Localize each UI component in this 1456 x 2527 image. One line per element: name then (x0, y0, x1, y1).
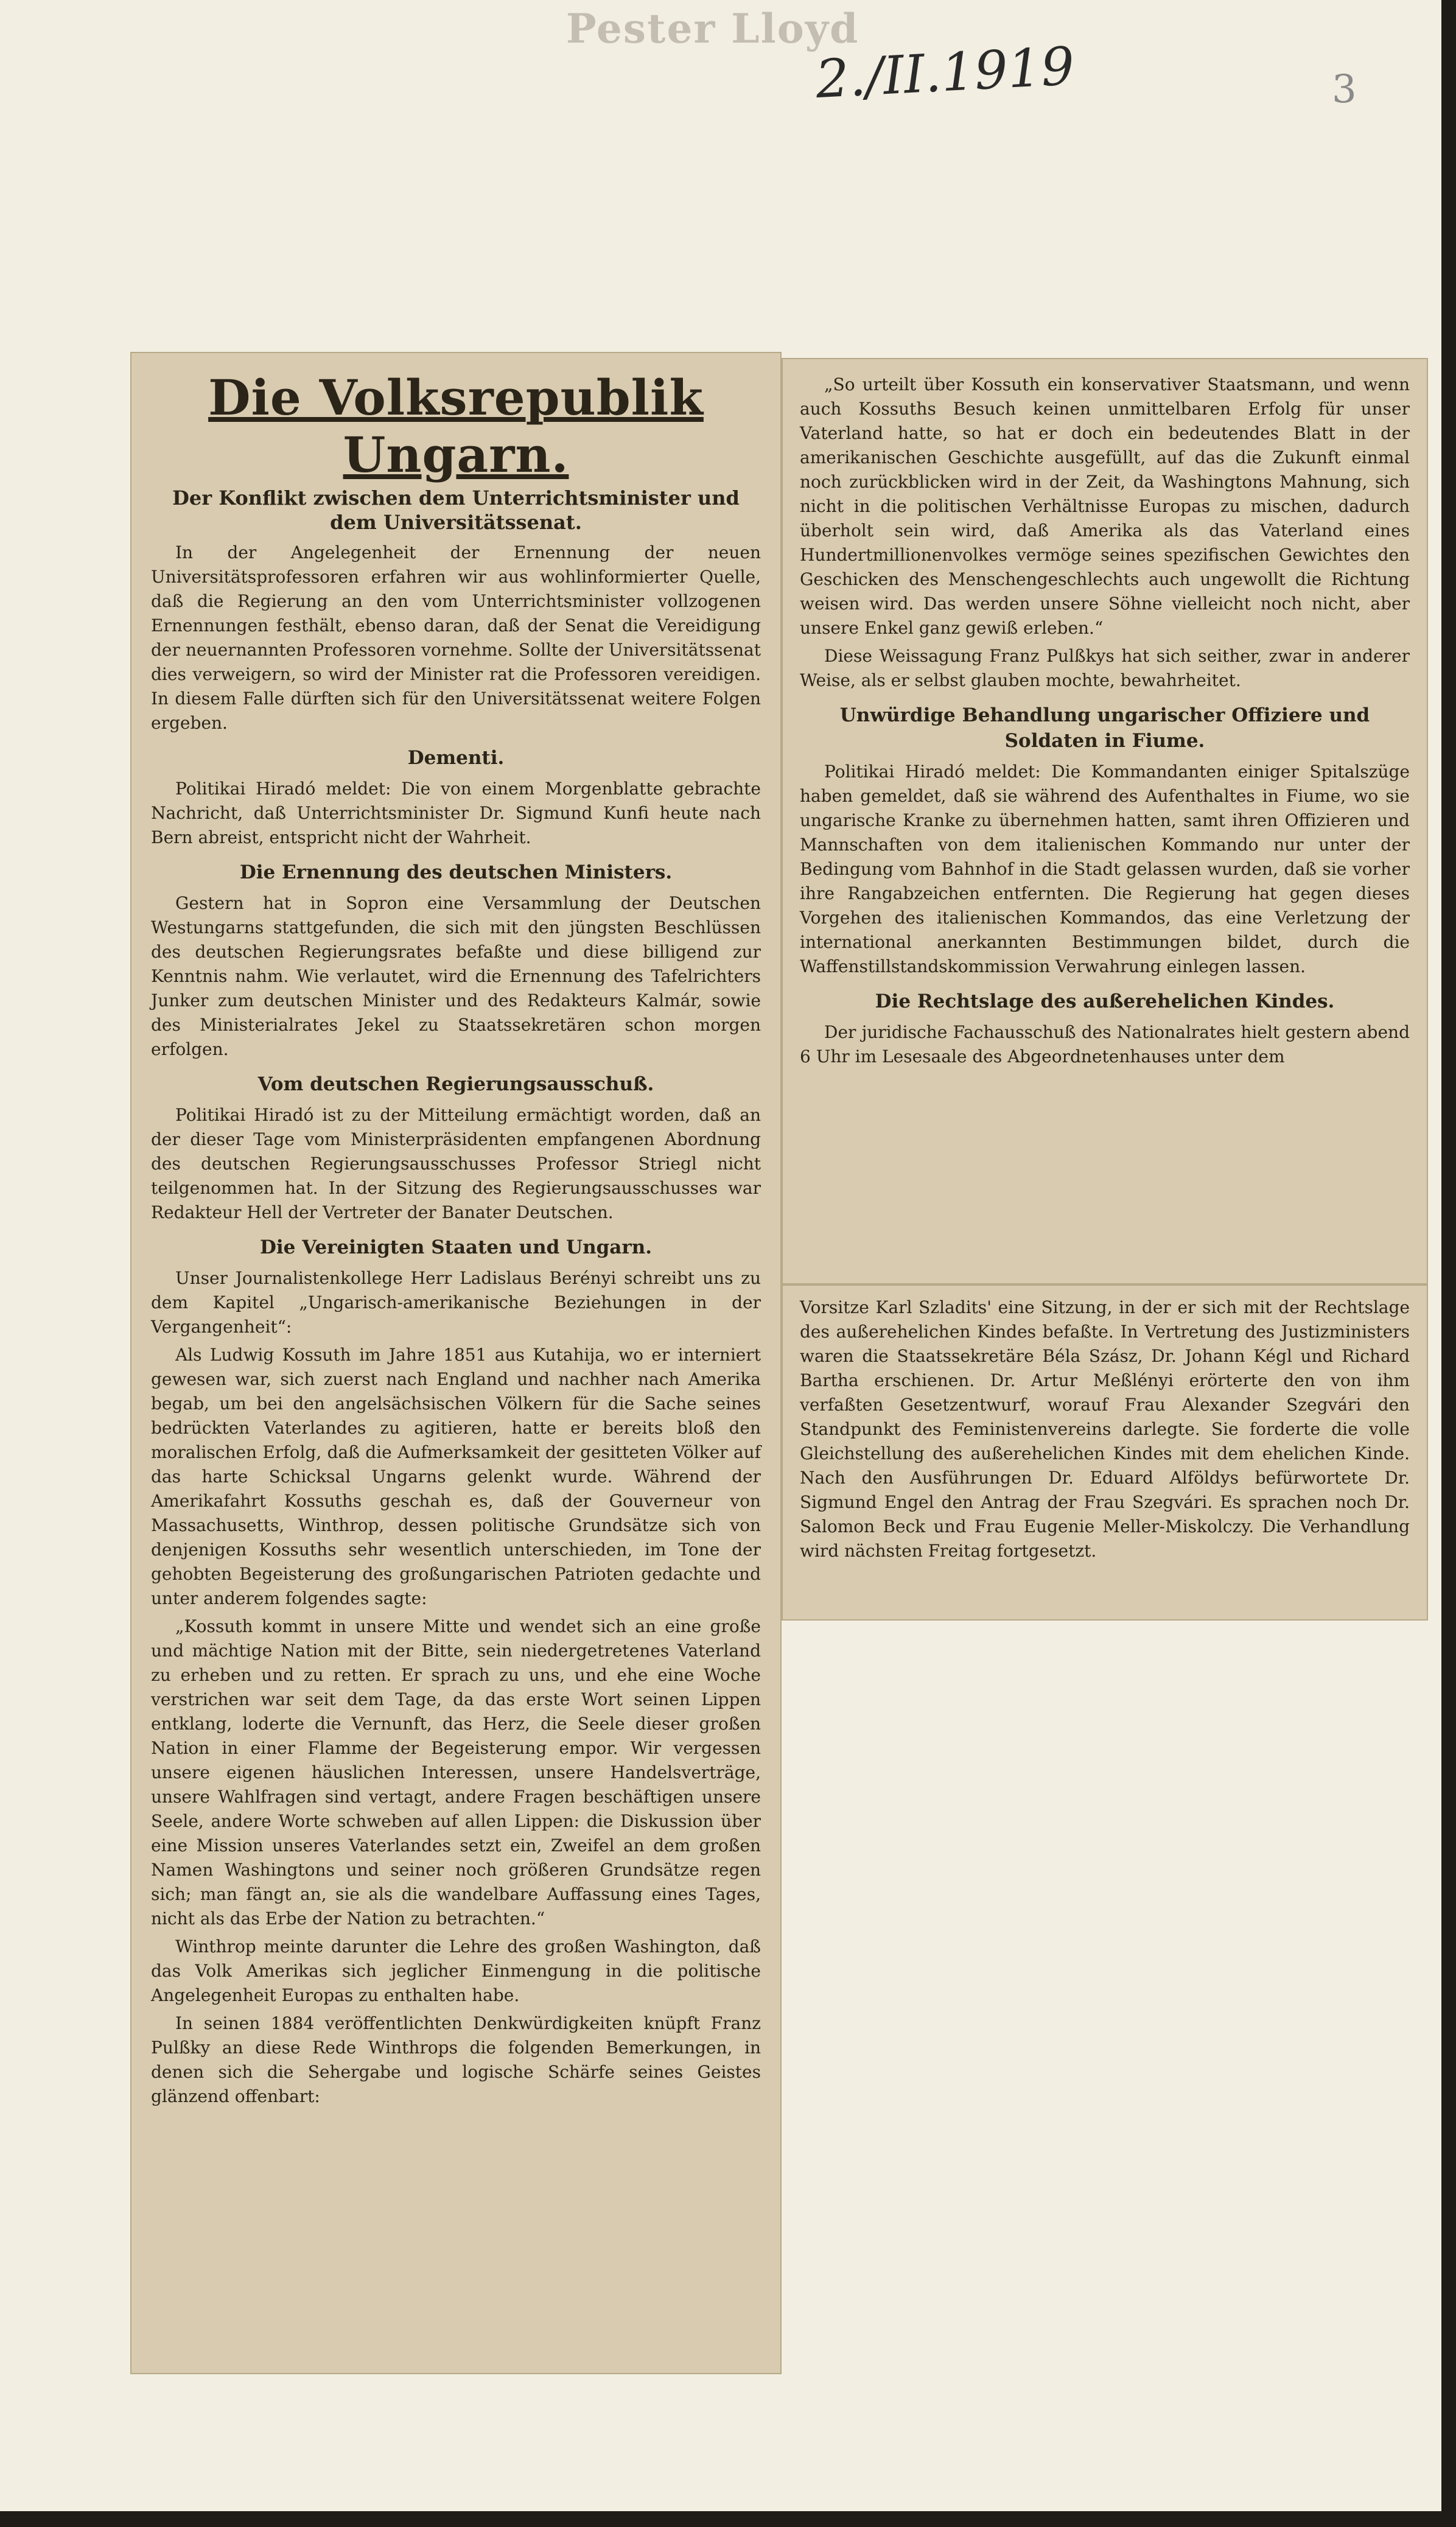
handwritten-date: 2./II.1919 (814, 35, 1076, 111)
paragraph: Vorsitze Karl Szladits' eine Sitzung, in der er sich mit der Rechtslage des außerehelichen Kindes befaßte. In Vertretung des Justizministers waren die Staatssekretäre Béla Szász, Dr. Johann Kégl und Richard Bartha erschienen. Dr. Artur Meßlényi erörterte den von ihm verfaßten Gesetzentwurf, worauf Frau Alexander Szegvári den Standpunkt des Feministenvereins darlegte. Sie forderte die volle Gleichstellung des außerehelichen Kindes mit dem ehelichen Kinde. Nach den Ausführungen Dr. Eduard Alföldys befürwortete Dr. Sigmund Engel den Antrag der Frau Szegvári. Es sprachen noch Dr. Salomon Beck und Frau Eugenie Meller-Miskolczy. Die Verhandlung wird nächsten Freitag fortgesetzt. (800, 1297, 1410, 1561)
paragraph: Politikai Hiradó meldet: Die von einem Morgenblatte gebrachte Nachricht, daß Unterrichtsminister Dr. Sigmund Kunfi heute nach Bern abreist, entspricht nicht der Wahrheit. (151, 779, 761, 847)
paragraph: Politikai Hiradó ist zu der Mitteilung ermächtigt worden, daß an der dieser Tage vom Ministerpräsidenten empfangenen Abordnung des deutschen Regierungsausschusses Professor Striegl nicht teilgenommen hat. In der Sitzung des Regierungsausschusses war Redakteur Hell der Vertreter der Banater Deutschen. (151, 1105, 761, 1222)
paragraph: Winthrop meinte darunter die Lehre des großen Washington, daß das Volk Amerikas sich jeglicher Einmengung in die politische Angelegenheit Europas zu enthalten habe. (151, 1936, 761, 2005)
section-heading: Die Rechtslage des außerehelichen Kindes. (875, 990, 1335, 1012)
paragraph: „So urteilt über Kossuth ein konservativer Staatsmann, und wenn auch Kossuths Besuch keinen unmittelbaren Erfolg für unser Vaterland hatte, so hat er doch ein bedeutendes Blatt in der amerikanischen Geschichte ausgefüllt, auf das die Zukunft einmal noch zurückblicken wird in der Zeit, da Washingtons Mahnung, sich nicht in die politischen Verhältnisse Europas zu mischen, dadurch überholt sein wird, daß Amerika als das Vaterland eines Hundertmillionenvolkes vermöge seines spezifischen Gewichtes den Geschicken des Menschengeschlechts auch ungewollt die Richtung weisen wird. Das werden unsere Söhne vielleicht noch nicht, aber unsere Enkel ganz gewiß erleben.“ (800, 374, 1410, 638)
section-heading: Dementi. (407, 747, 505, 769)
paragraph: In seinen 1884 veröffentlichten Denkwürdigkeiten knüpft Franz Pulßky an diese Rede Winthrops die folgenden Bemerkungen, in denen sich die Sehergabe und logische Schärfe seines Geistes glänzend offenbart: (151, 2013, 761, 2106)
paragraph: Gestern hat in Sopron eine Versammlung der Deutschen Westungarns stattgefunden, die sich mit den jüngsten Beschlüssen des deutschen Regierungsrates befaßte und diese billigend zur Kenntnis nahm. Wie verlautet, wird die Ernennung des Tafelrichters Junker zum deutschen Minister und des Redakteurs Kalmár, sowie des Ministerialrates Jekel zu Staatssekretären schon morgen erfolgen. (151, 893, 761, 1059)
paragraph: Als Ludwig Kossuth im Jahre 1851 aus Kutahija, wo er interniert gewesen war, sich zuerst nach England und nachher nach Amerika begab, um bei den angelsächsischen Völkern für die Sache seines bedrückten Vaterlandes zu agitieren, hatte er bereits bloß den moralischen Erfolg, daß die Aufmerksamkeit der gesitteten Völker auf das harte Schicksal Ungarns gelenkt wurde. Während der Amerikafahrt Kossuths geschah es, daß der Gouverneur von Massachusetts, Winthrop, dessen politische Grundsätze sich von denjenigen Kossuths sehr wesentlich unterschieden, im Tone der gehobten Begeisterung des großungarischen Patrioten gedachte und unter anderem folgendes sagte: (151, 1345, 761, 1608)
newspaper-stamp: Pester Lloyd (566, 5, 859, 52)
section-heading: Die Vereinigten Staaten und Ungarn. (259, 1236, 653, 1258)
clipping-right-column-top (782, 358, 1428, 1285)
paragraph: „Kossuth kommt in unsere Mitte und wendet sich an eine große und mächtige Nation mit der Bitte, sein niedergetretenes Vaterland zu erheben und zu retten. Er sprach zu uns, und ehe eine Woche verstrichen war seit dem Tage, da das erste Wort seinen Lippen entklang, loderte die Vernunft, das Herz, die Seele dieser großen Nation in einer Flamme der Begeisterung empor. Wir vergessen unsere eigenen häuslichen Interessen, unsere Handelsverträge, unsere Wahlfragen sind vertagt, andere Fragen beschäftigen unsere Seele, andere Worte schweben auf allen Lippen: die Diskussion über eine Mission unseres Vaterlandes setzt ein, Zweifel an dem großen Namen Washingtons und seiner noch größeren Grundsätze regen sich; man fängt an, sie als die wandelbare Auffassung eines Tages, nicht als das Erbe der Nation zu betrachten.“ (151, 1616, 761, 1929)
article-title: Die Volksrepublik Ungarn. (208, 369, 704, 483)
paragraph: Der juridische Fachausschuß des Nationalrates hielt gestern abend 6 Uhr im Lesesaale des Abgeordnetenhauses unter dem (800, 1022, 1410, 1067)
paragraph: Politikai Hiradó meldet: Die Kommandanten einiger Spitalszüge haben gemeldet, daß sie während des Aufenthaltes in Fiume, wo sie ungarische Kranke zu übernehmen hatten, samt ihren Offizieren und Mannschaften von dem italienischen Kommando nur unter der Bedingung vom Bahnhof in die Stadt gelassen wurden, daß sie vorher ihre Rangabzeichen entfernten. Die Regierung hat gegen dieses Vorgehen des italienischen Kommandos, das eine Verletzung der international anerkannten Bestimmungen bildet, durch die Waffenstillstandskommission Verwahrung einlegen lassen. (800, 762, 1410, 976)
section-heading: Vom deutschen Regierungsausschuß. (257, 1073, 654, 1095)
page-number: 3 (1332, 67, 1357, 112)
section-heading: Die Ernennung des deutschen Ministers. (239, 861, 673, 883)
section-heading: Unwürdige Behandlung ungarischer Offiziere und Soldaten in Fiume. (839, 704, 1370, 752)
clipping-right-column-bottom (782, 1285, 1428, 1621)
section-heading: Der Konflikt zwischen dem Unterrichtsminister und dem Universitätssenat. (172, 486, 740, 534)
paragraph: Diese Weissagung Franz Pulßkys hat sich seither, zwar in anderer Weise, als er selbst glauben mochte, bewahrheitet. (800, 646, 1410, 690)
paragraph: In der Angelegenheit der Ernennung der neuen Universitätsprofessoren erfahren wir aus wohlinformierter Quelle, daß die Regierung an den vom Unterrichtsminister vollzogenen Ernennungen festhält, ebenso daran, daß der Senat die Vereidigung der neuernannten Professoren vornehme. Sollte der Universitätssenat dies verweigern, so wird der Minister rat die Professoren vereidigen. In diesem Falle dürften sich für den Universitätssenat weitere Folgen ergeben. (151, 542, 761, 733)
clipping-left-column (130, 352, 782, 2374)
paragraph: Unser Journalistenkollege Herr Ladislaus Berényi schreibt uns zu dem Kapitel „Ungarisch-amerikanische Beziehungen in der Vergangenheit“: (151, 1268, 761, 1337)
